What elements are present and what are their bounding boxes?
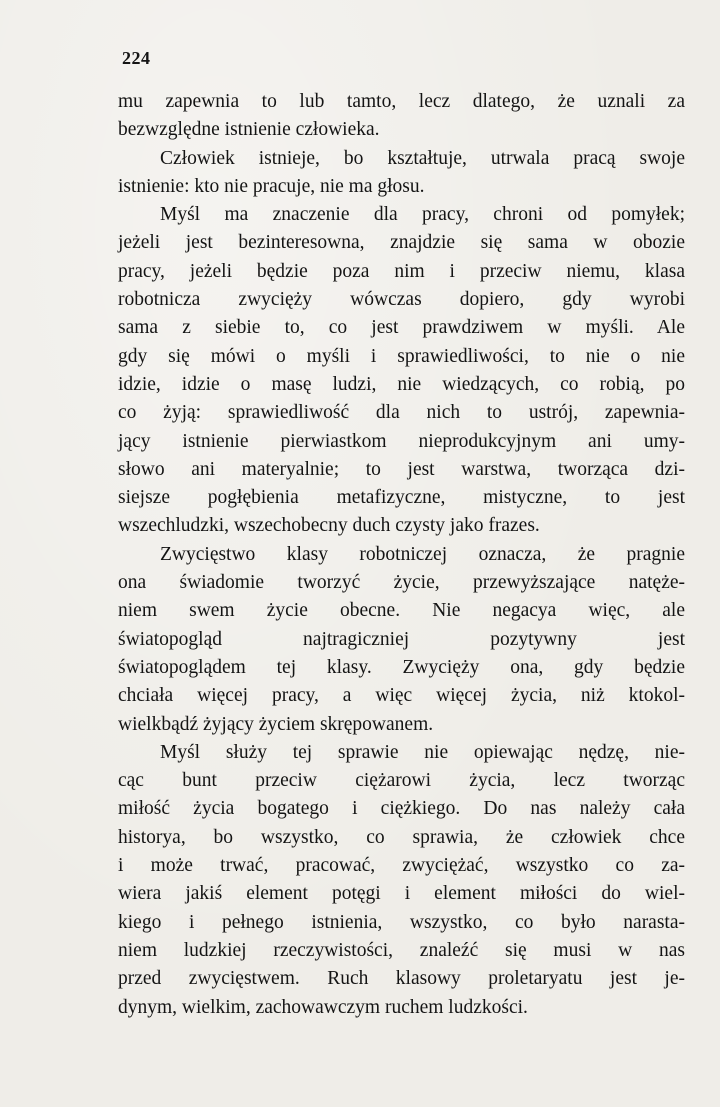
text-line: co żyją: sprawiedliwość dla nich to ustrój, zapewnia- — [118, 402, 685, 424]
text-line: chciała więcej pracy, a więc więcej życia, niż ktokol- — [118, 685, 685, 707]
page-number: 224 — [122, 48, 151, 68]
text-line: dynym, wielkim, zachowawczym ruchem ludzkości. — [118, 996, 528, 1018]
text-line: niem ludzkiej rzeczywistości, znaleźć się musi w nas — [118, 939, 685, 961]
text-line: istnienie: kto nie pracuje, nie ma głosu. — [118, 175, 425, 197]
text-line: cąc bunt przeciw ciężarowi życia, lecz tworząc — [118, 770, 685, 792]
text-line: niem swem życie obecne. Nie negacya więc, ale — [118, 600, 685, 622]
text-line: idzie, idzie o masę ludzi, nie wiedzących, co robią, po — [118, 373, 685, 395]
text-line: przed zwycięstwem. Ruch klasowy proletaryatu jest je- — [118, 968, 685, 990]
text-line: światopogląd najtragiczniej pozytywny jest — [118, 628, 685, 650]
text-line: robotnicza zwycięży wówczas dopiero, gdy wyrobi — [118, 289, 685, 311]
text-line: kiego i pełnego istnienia, wszystko, co było narasta- — [118, 911, 685, 933]
text-line: gdy się mówi o myśli i sprawiedliwości, to nie o nie — [118, 345, 685, 367]
text-line: jeżeli jest bezinteresowna, znajdzie się sama w obozie — [118, 232, 685, 254]
text-line: Myśl ma znaczenie dla pracy, chroni od pomyłek; — [160, 204, 685, 226]
body-text — [118, 88, 685, 1022]
text-line: wielkbądź żyjący życiem skrępowanem. — [118, 713, 434, 735]
text-line: słowo ani materyalnie; to jest warstwa, tworząca dzi- — [118, 458, 685, 480]
text-line: pracy, jeżeli będzie poza nim i przeciw niemu, klasa — [118, 260, 685, 282]
text-line: wiera jakiś element potęgi i element miłości do wiel- — [118, 883, 685, 905]
text-line: historya, bo wszystko, co sprawia, że człowiek chce — [118, 826, 685, 848]
text-line: Człowiek istnieje, bo kształtuje, utrwala pracą swoje — [160, 147, 685, 169]
text-line: światopoglądem tej klasy. Zwycięży ona, gdy będzie — [118, 656, 685, 678]
text-line: siejsze pogłębienia metafizyczne, mistyczne, to jest — [118, 487, 685, 509]
text-line: ona świadomie tworzyć życie, przewyższające natęże- — [118, 572, 685, 594]
text-line: i może trwać, pracować, zwyciężać, wszystko co za- — [118, 855, 685, 877]
text-line: bezwzględne istnienie człowieka. — [118, 119, 380, 141]
text-line: sama z siebie to, co jest prawdziwem w myśli. Ale — [118, 317, 685, 339]
text-line: wszechludzki, wszechobecny duch czysty jako frazes. — [118, 515, 540, 537]
text-line: Myśl służy tej sprawie nie opiewając nędzę, nie- — [160, 741, 685, 763]
text-line: mu zapewnia to lub tamto, lecz dlatego, że uznali za — [118, 91, 685, 112]
text-line: jący istnienie pierwiastkom nieprodukcyjnym ani umy- — [118, 430, 685, 452]
text-line: miłość życia bogatego i ciężkiego. Do nas należy cała — [118, 798, 685, 820]
text-line: Zwycięstwo klasy robotniczej oznacza, że pragnie — [160, 543, 685, 565]
